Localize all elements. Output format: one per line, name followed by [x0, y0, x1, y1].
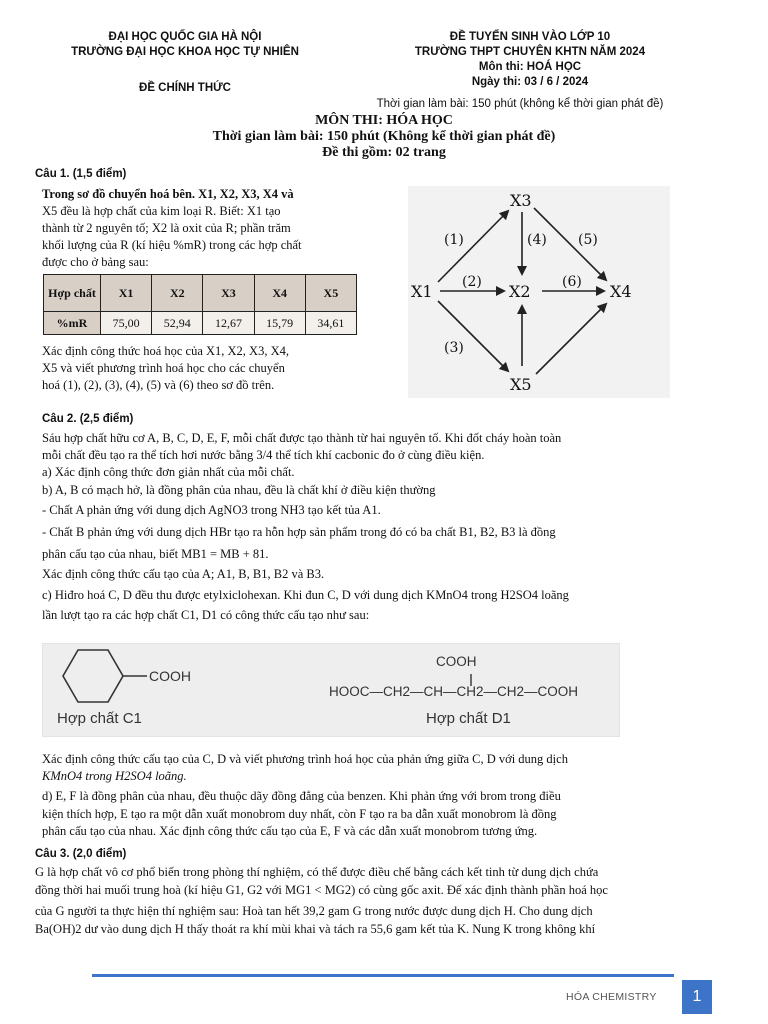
q2-line: - Chất B phản ứng với dung dịch HBr tạo ra hỗn hợp sản phẩm trong đó có ba chất B1, B2, B3 là đồng [42, 525, 556, 540]
q1-after [42, 343, 402, 394]
table-cell: 75,00 [101, 312, 152, 335]
subject-title: MÔN THI: HÓA HỌC [315, 113, 453, 128]
exam-subject: Môn thi: HOÁ HỌC [478, 61, 582, 73]
table-row-label: %mR [44, 312, 101, 335]
table-header-cell: Hợp chất [44, 275, 101, 312]
q2-line: Xác định công thức cấu tạo của C, D và viết phương trình hoá học của phản ứng giữa C, D với dung dịch [42, 752, 568, 766]
school-name: TRƯỜNG ĐẠI HỌC KHOA HỌC TỰ NHIÊN [71, 46, 299, 58]
exam-title: ĐỀ TUYỂN SINH VÀO LỚP 10 [449, 31, 611, 43]
q3-line: của G người ta thực hiện thí nghiệm sau: Hoà tan hết 39,2 gam G trong nước được dung dịch H. Cho dung dịch [35, 904, 593, 918]
page-number: 1 [682, 980, 712, 1014]
footer-brand: HÓA CHEMISTRY [566, 991, 657, 1003]
q3-body [35, 864, 747, 938]
table-header-cell: X5 [305, 275, 356, 312]
table-cell: 34,61 [305, 312, 356, 335]
c1-cooh: COOH [149, 668, 191, 684]
q3-line: đồng thời hai muối trung hoà (kí hiệu G1, G2 với MG1 < MG2) có cùng gốc axit. Để xác định thành phần hoá học [35, 882, 608, 897]
q1-line: được cho ở bảng sau: [42, 255, 149, 269]
label-1: (1) [444, 232, 464, 248]
q2-line: lần lượt tạo ra các hợp chất C1, D1 có công thức cấu tạo như sau: [42, 607, 370, 622]
d1-label: Hợp chất D1 [426, 710, 511, 727]
label-5: (5) [578, 232, 598, 248]
q2-line: Xác định công thức cấu tạo của A; A1, B, B1, B2 và B3. [42, 567, 325, 582]
q1-line: hoá (1), (2), (3), (4), (5) và (6) theo sơ đồ trên. [42, 378, 275, 392]
label-2: (2) [462, 274, 482, 290]
q2-line: c) Hiđro hoá C, D đều thu được etylxiclohexan. Khi đun C, D với dung dịch KMnO4 trong H2SO4 loãng [42, 587, 569, 602]
label-3: (3) [444, 340, 464, 356]
q2-line: Sáu hợp chất hữu cơ A, B, C, D, E, F, mỗi chất được tạo thành từ hai nguyên tố. Khi đốt cháy hoàn toàn [42, 431, 562, 445]
q1-line: khối lượng của R (kí hiệu %mR) trong các hợp chất [42, 238, 302, 252]
table-header-row [44, 275, 357, 312]
q3-line: G là hợp chất vô cơ phổ biến trong phòng thí nghiệm, có thể được điều chế bằng cách kết tinh từ dung dịch chứa [35, 865, 599, 879]
q3-title: Câu 3. (2,0 điểm) [35, 848, 127, 860]
table-cell: 52,94 [152, 312, 203, 335]
cyclohexane-ring [63, 650, 123, 702]
node-x5: X5 [510, 375, 532, 394]
q3-line: Ba(OH)2 dư vào dung dịch H thấy thoát ra khí mùi khai và tách ra 55,6 gam kết tủa K. Nung K trong không khí [35, 921, 596, 936]
q1-line: thành từ 2 nguyên tố; X2 là oxit của R; phần trăm [42, 221, 291, 235]
node-x4: X4 [610, 282, 632, 301]
q2-line: KMnO4 trong H2SO4 loãng. [42, 769, 187, 784]
node-x3: X3 [510, 191, 532, 210]
conversion-diagram [408, 186, 670, 398]
q2-line: mỗi chất đều tạo ra thể tích hơi nước bằng 3/4 thể tích khí cacbonic đo ở cùng điều kiện. [42, 448, 485, 463]
q2-line: b) A, B có mạch hở, là đồng phân của nhau, đều là chất khí ở điều kiện thường [42, 482, 436, 497]
exam-school: TRƯỜNG THPT CHUYÊN KHTN NĂM 2024 [414, 46, 646, 58]
table-cell: 12,67 [203, 312, 254, 335]
mass-percent-table [43, 274, 357, 335]
q2-line: kiện thích hợp, E tạo ra một dẫn xuất monobrom duy nhất, còn F tạo ra ba dẫn xuất monobrom là đồng [42, 806, 557, 821]
table-header-cell: X3 [203, 275, 254, 312]
q2-line: d) E, F là đồng phân của nhau, đều thuộc dãy đồng đẳng của benzen. Khi phản ứng với brom trong điều [42, 789, 561, 804]
exam-duration: Thời gian làm bài: 150 phút (không kể thời gian phát đề) [376, 98, 664, 110]
d1-cooh-top: COOH [436, 654, 477, 669]
official-label: ĐỀ CHÍNH THỨC [139, 82, 231, 94]
c1-label: Hợp chất C1 [57, 710, 142, 727]
exam-date: Ngày thi: 03 / 6 / 2024 [471, 76, 589, 88]
q1-line: X5 đều là hợp chất của kim loại R. Biết: X1 tạo [42, 204, 281, 218]
q2-line: a) Xác định công thức đơn giản nhất của mỗi chất. [42, 465, 295, 480]
q2-line: phân cấu tạo của nhau, biết MB1 = MB + 81. [42, 547, 269, 562]
exam-header [385, 30, 675, 90]
q1-line: Trong sơ đồ chuyển hoá bên. X1, X2, X3, X4 và [42, 187, 294, 201]
q1-title: Câu 1. (1,5 điểm) [35, 168, 127, 180]
table-row [44, 312, 357, 335]
university-name: ĐẠI HỌC QUỐC GIA HÀ NỘI [108, 31, 262, 43]
label-4: (4) [527, 232, 547, 248]
node-x1: X1 [411, 282, 433, 301]
q2-body [42, 430, 742, 624]
d1-chain: HOOC—CH2—CH—CH2—CH2—COOH [329, 684, 579, 699]
time-line: Thời gian làm bài: 150 phút (Không kể thời gian phát đề) [212, 129, 556, 144]
q2-body-2 [42, 751, 742, 840]
q1-line: Xác định công thức hoá học của X1, X2, X3, X4, [42, 344, 289, 358]
table-header-cell: X2 [152, 275, 203, 312]
school-header [20, 30, 350, 60]
q2-title: Câu 2. (2,5 điểm) [42, 413, 134, 425]
table-header-cell: X4 [254, 275, 305, 312]
q2-line: - Chất A phản ứng với dung dịch AgNO3 trong NH3 tạo kết tủa A1. [42, 502, 381, 517]
q2-line: phân cấu tạo của nhau. Xác định công thức cấu tạo của E, F và các dẫn xuất monobrom tương ứng. [42, 823, 538, 838]
q1-intro [42, 186, 402, 271]
label-6: (6) [562, 274, 582, 290]
node-x2: X2 [509, 282, 531, 301]
exam-main-title [0, 113, 768, 161]
q1-line: X5 và viết phương trình hoá học cho các chuyển [42, 361, 285, 375]
footer-rule [92, 974, 674, 977]
table-header-cell: X1 [101, 275, 152, 312]
table-cell: 15,79 [254, 312, 305, 335]
structures-figure [42, 643, 620, 737]
pages-line: Đề thi gồm: 02 trang [322, 145, 446, 160]
